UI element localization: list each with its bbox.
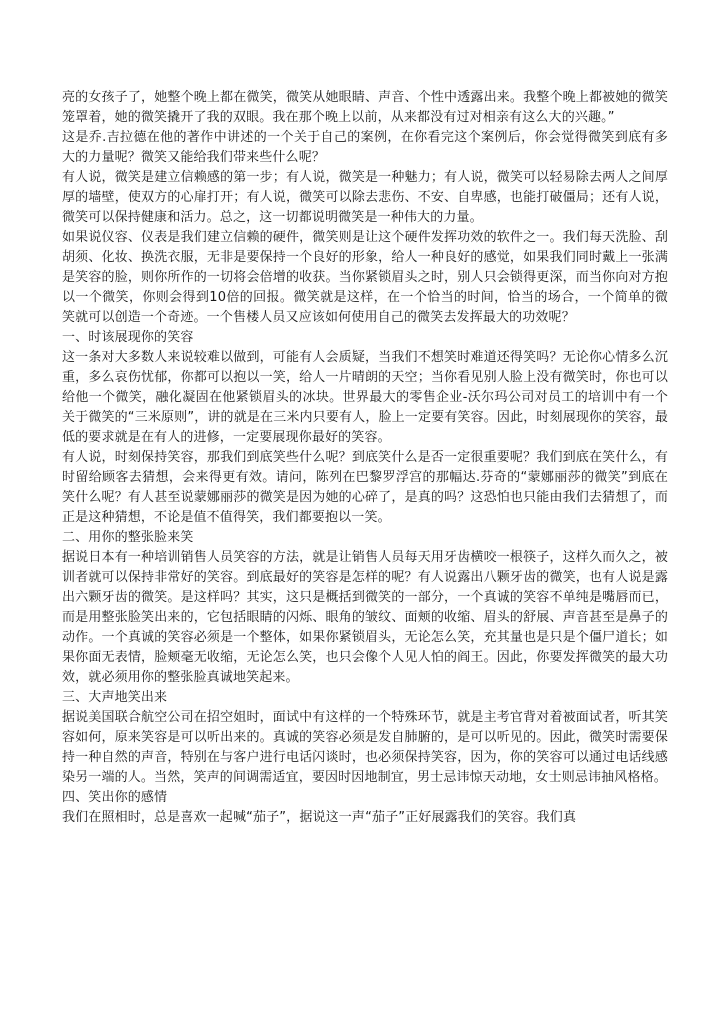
paragraph: 这是乔.吉拉德在他的著作中讲述的一个关于自己的案例，在你看完这个案例后，你会觉得微笑到底有多大的力量呢？微笑又能给我们带来些什么呢？ xyxy=(62,130,668,165)
paragraph: 有人说，微笑是建立信赖感的第一步；有人说，微笑是一种魅力；有人说，微笑可以轻易除去两人之间厚厚的墙壁，使双方的心扉打开；有人说，微笑可以除去悲伤、不安、自卑感，也能打破僵局；还有人说，微笑可以保持健康和活力。总之，这一切都说明微笑是一种伟大的力量。 xyxy=(62,170,668,225)
paragraph: 这一条对大多数人来说较难以做到，可能有人会质疑，当我们不想笑时难道还得笑吗？无论你心情多么沉重，多么哀伤忧郁，你都可以抱以一笑，给人一片晴朗的天空；当你看见别人脸上没有微笑时，你也可以给他一个微笑，融化凝固在他紧锁眉头的冰块。世界最大的零售企业-沃尔玛公司对员工的培训中有一个关于微笑的“三米原则”，讲的就是在三米内只要有人，脸上一定要有笑容。因此，时刻展现你的笑容，最低的要求就是在有人的进修，一定要展现你最好的笑容。 xyxy=(62,350,668,445)
paragraph: 据说日本有一种培训销售人员笑容的方法，就是让销售人员每天用牙齿横咬一根筷子，这样久而久之，被训者就可以保持非常好的笑容。到底最好的笑容是怎样的呢？有人说露出八颗牙齿的微笑，也有人说是露出六颗牙齿的微笑。是这样吗？其实，这只是概括到微笑的一部分，一个真诚的笑容不单纯是嘴唇而已，而是用整张脸笑出来的，它包括眼睛的闪烁、眼角的皱纹、面颊的收缩、眉头的舒展、声音甚至是鼻子的动作。一个真诚的笑容必须是一个整体，如果你紧锁眉头，无论怎么笑，充其量也是只是个僵尸道长；如果你面无表情，脸颊毫无收缩，无论怎么笑，也只会像个人见人怕的阎王。因此，你要发挥微笑的最大功效，就必须用你的整张脸真诚地笑起来。 xyxy=(62,550,668,685)
section-heading: 三、大声地笑出来 xyxy=(62,690,168,705)
section-heading: 一、时该展现你的笑容 xyxy=(62,330,194,345)
paragraph: 据说美国联合航空公司在招空姐时，面试中有这样的一个特殊环节，就是主考官背对着被面试者，听其笑容如何，原来笑容是可以听出来的。真诚的笑容必须是发自肺腑的，是可以听见的。因此，微笑时需要保持一种自然的声音，特别在与客户进行电话闪谈时，也必须保持笑容，因为，你的笑容可以通过电话线感染另一端的人。当然，笑声的间调需适宜，要因时因地制宜，男士忌讳惊天动地，女士则忌讳抽风格格。 xyxy=(62,710,668,785)
paragraph: 有人说，时刻保持笑容，那我们到底笑些什么呢？到底笑什么是否一定很重要呢？我们到底在笑什么，有时留给顾客去猜想，会来得更有效。请问，陈列在巴黎罗浮宫的那幅达.芬奇的“蒙娜丽莎的微笑”到底在笑什么呢？有人甚至说蒙娜丽莎的微笑是因为她的心碎了，是真的吗？这恐怕也只能由我们去猜想了，而正是这种猜想，不论是值不值得笑，我们都要抱以一笑。 xyxy=(62,450,668,525)
paragraph: 如果说仪容、仪表是我们建立信赖的硬件，微笑则是让这个硬件发挥功效的软件之一。我们每天洗脸、刮胡须、化妆、换洗衣服，无非是要保持一个良好的形象，给人一种良好的感觉，如果我们同时戴上一张满是笑容的脸，则你所作的一切将会倍增的收获。当你紧锁眉头之时，别人只会锁得更深，而当你向对方抱以一个微笑，你则会得到10倍的回报。微笑就是这样，在一个恰当的时间，恰当的场合，一个简单的微笑就可以创造一个奇迹。一个售楼人员又应该如何使用自己的微笑去发挥最大的功效呢？ xyxy=(62,230,668,325)
paragraph: 亮的女孩子了，她整个晚上都在微笑，微笑从她眼睛、声音、个性中透露出来。我整个晚上都被她的微笑笼罩着，她的微笑撬开了我的双眼。我在那个晚上以前，从来都没有过对相亲有这么大的兴趣。” xyxy=(62,90,668,125)
paragraph: 我们在照相时，总是喜欢一起喊“茄子”，据说这一声“茄子”正好展露我们的笑容。我们真 xyxy=(62,810,577,825)
section-heading: 二、用你的整张脸来笑 xyxy=(62,530,194,545)
section-heading: 四、笑出你的感情 xyxy=(62,790,168,805)
document-body xyxy=(62,88,668,828)
